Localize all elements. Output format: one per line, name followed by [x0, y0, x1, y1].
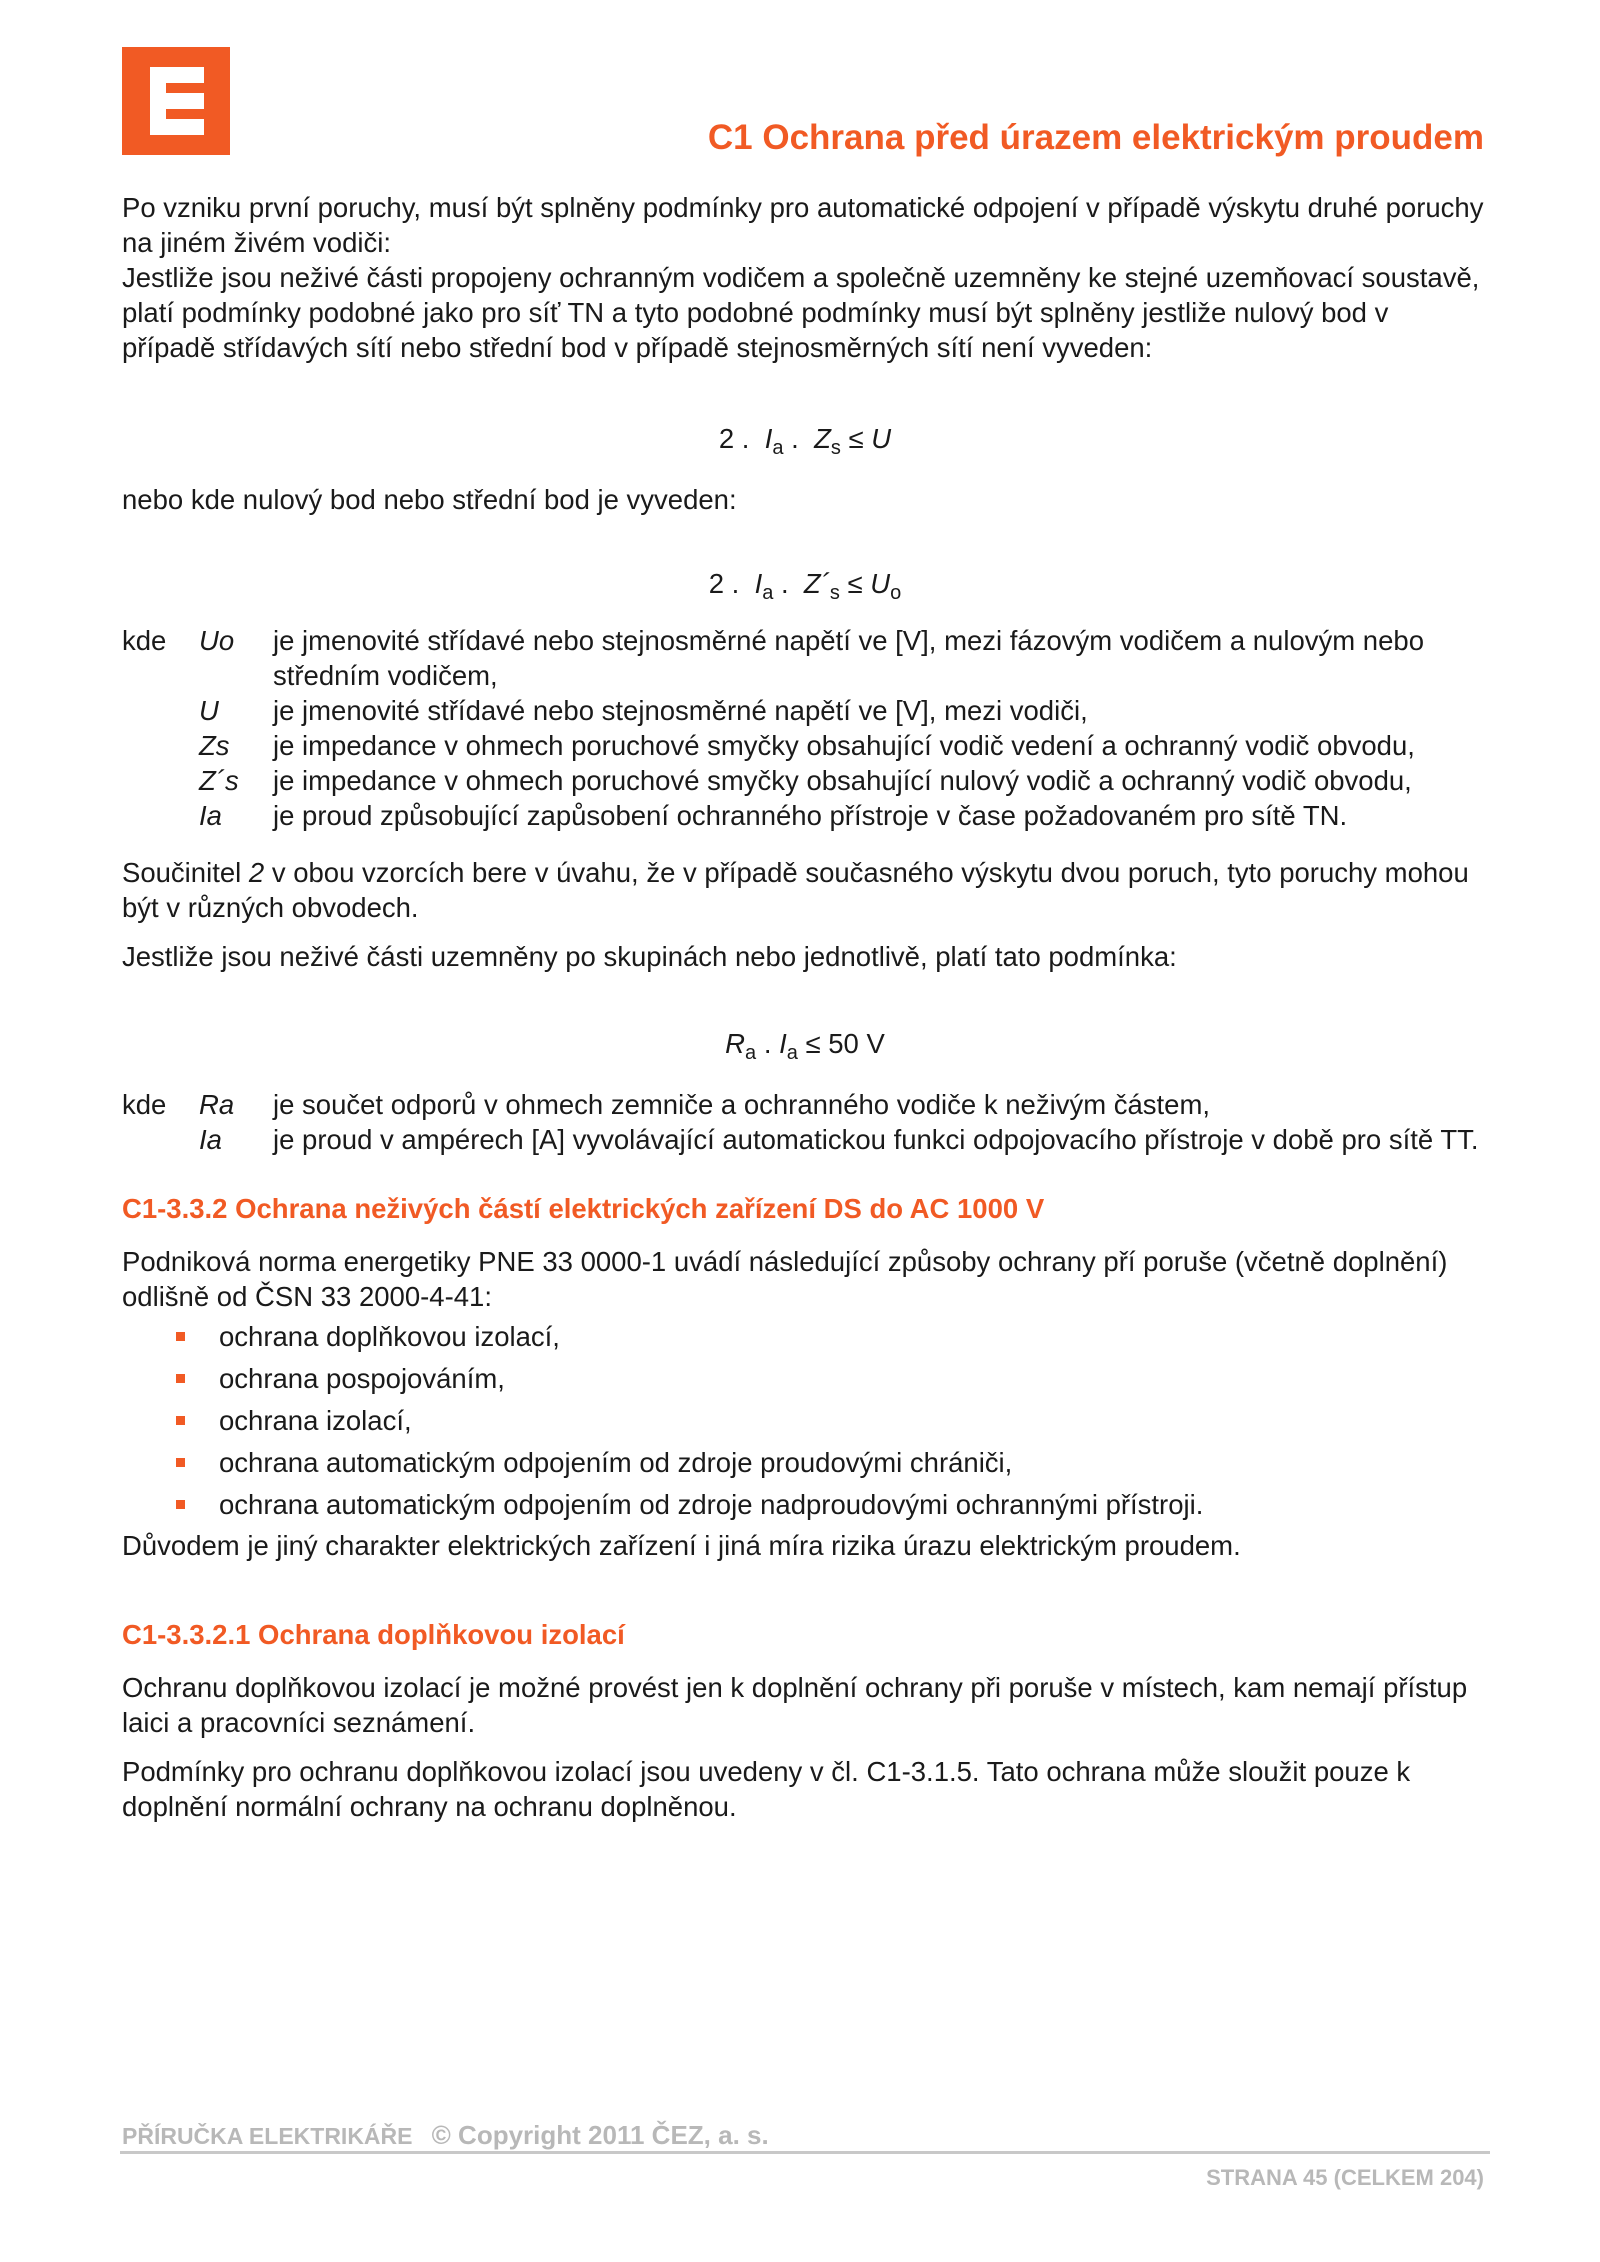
legend-text: je součet odporů v ohmech zemniče a ochranného vodiče k neživým částem,	[273, 1089, 1211, 1120]
symbol-legend	[122, 623, 1488, 833]
cez-logo-icon	[122, 47, 230, 155]
formula-value: 50 V	[828, 1028, 885, 1059]
footer-title: PŘÍRUČKA ELEKTRIKÁŘE	[122, 2123, 413, 2149]
legend-symbol: U	[199, 695, 219, 726]
paragraph: Podmínky pro ochranu doplňkovou izolací jsou uvedeny v čl. C1-3.1.5. Tato ochrana může sloužit pouze k doplnění normální ochrany na ochranu doplněnou.	[122, 1756, 1411, 1822]
formula-operator: ≤	[847, 568, 863, 599]
bullet-list	[122, 1316, 1488, 1526]
formula-subscript: a	[745, 1042, 757, 1064]
legend-text: je impedance v ohmech poruchové smyčky obsahující nulový vodič a ochranný vodič obvodu,	[273, 765, 1412, 796]
bullet-square-icon	[176, 1416, 185, 1425]
list-item	[122, 1358, 1488, 1400]
legend-symbol: Ia	[199, 800, 222, 831]
text-run: v obou vzorcích bere v úvahu, že v případě současného výskytu dvou poruch, tyto poruchy mohou být v různých obvodech.	[122, 857, 1469, 923]
paragraph: nebo kde nulový bod nebo střední bod je vyveden:	[122, 484, 737, 515]
formula-tn-unearthed	[122, 421, 1488, 466]
paragraph: Jestliže jsou neživé části propojeny ochranným vodičem a společně uzemněny ke stejné uzemňovací soustavě, platí podmínky podobné jako pro síť TN a tyto podobné podmínky musí být splněny jestliže nulový bod v případě střídavých sítí nebo střední bod v případě stejnosměrných sítí není vyveden:	[122, 262, 1480, 363]
paragraph: Důvodem je jiný charakter elektrických zařízení i jiná míra rizika úrazu elektrickým proudem.	[122, 1530, 1241, 1561]
formula-subscript: a	[786, 1042, 798, 1064]
formula-symbol: U	[870, 568, 891, 599]
list-item-text: ochrana doplňkovou izolací,	[219, 1321, 560, 1352]
list-item	[122, 1400, 1488, 1442]
formula-operator: .	[791, 423, 799, 454]
list-item	[122, 1316, 1488, 1358]
legend-kde: kde	[122, 625, 167, 656]
formula-operator: .	[781, 568, 789, 599]
list-item	[122, 1442, 1488, 1484]
page-title: C1 Ochrana před úrazem elektrickým proudem	[707, 118, 1484, 157]
formula-tt	[122, 1026, 1488, 1071]
bullet-square-icon	[176, 1458, 185, 1467]
formula-symbol: R	[725, 1028, 746, 1059]
bullet-square-icon	[176, 1332, 185, 1341]
legend-text: je impedance v ohmech poruchové smyčky obsahující vodič vedení a ochranný vodič obvodu,	[273, 730, 1415, 761]
section-heading: C1-3.3.2 Ochrana neživých částí elektrických zařízení DS do AC 1000 V	[122, 1193, 1045, 1224]
text-run: Součinitel	[122, 857, 249, 888]
list-item-text: ochrana izolací,	[219, 1405, 412, 1436]
legend-text: je proud způsobující zapůsobení ochranného přístroje v čase požadovaném pro sítě TN.	[273, 800, 1348, 831]
paragraph: Po vzniku první poruchy, musí být splněny podmínky pro automatické odpojení v případě výskytu druhé poruchy na jiném živém vodiči:	[122, 192, 1484, 258]
legend-symbol: Ia	[199, 1124, 222, 1155]
formula-factor: 2 .	[718, 423, 750, 454]
formula-subscript: s	[829, 582, 840, 604]
paragraph: Ochranu doplňkovou izolací je možné provést jen k doplnění ochrany při poruše v místech, kam nemají přístup laici a pracovníci seznámení.	[122, 1672, 1468, 1738]
legend-symbol: Ra	[199, 1089, 235, 1120]
symbol-legend	[122, 1087, 1488, 1157]
section-heading: C1-3.3.2.1 Ochrana doplňkovou izolací	[122, 1619, 625, 1650]
page-number: STRANA 45 (CELKEM 204)	[1206, 2165, 1484, 2190]
footer-divider	[120, 2151, 1490, 2154]
list-item	[122, 1484, 1488, 1526]
formula-symbol: Z	[814, 423, 831, 454]
formula-factor: 2 .	[708, 568, 740, 599]
formula-operator: ≤	[848, 423, 864, 454]
legend-symbol: Z´s	[199, 765, 239, 796]
legend-symbol: Zs	[199, 730, 230, 761]
formula-symbol: I	[779, 1028, 787, 1059]
formula-subscript: a	[772, 437, 784, 459]
legend-kde: kde	[122, 1089, 167, 1120]
formula-subscript: o	[890, 582, 902, 604]
formula-symbol: I	[764, 423, 773, 454]
formula-subscript: a	[762, 582, 774, 604]
document-body	[122, 190, 1488, 1824]
footer-publication	[122, 2120, 769, 2151]
formula-symbol: U	[871, 423, 892, 454]
formula-subscript: s	[830, 437, 841, 459]
bullet-square-icon	[176, 1500, 185, 1509]
formula-symbol: Z´	[803, 568, 830, 599]
list-item-text: ochrana automatickým odpojením od zdroje proudovými chrániči,	[219, 1447, 1013, 1478]
paragraph: Jestliže jsou neživé části uzemněny po skupinách nebo jednotlivě, platí tato podmínka:	[122, 941, 1177, 972]
paragraph	[122, 855, 1488, 925]
paragraph: Podniková norma energetiky PNE 33 0000-1 uvádí následující způsoby ochrany pří poruše (včetně doplnění) odlišně od ČSN 33 2000-4-41:	[122, 1246, 1448, 1312]
text-run: 2	[248, 857, 265, 888]
list-item-text: ochrana pospojováním,	[219, 1363, 505, 1394]
bullet-square-icon	[176, 1374, 185, 1383]
legend-text: je jmenovité střídavé nebo stejnosměrné napětí ve [V], mezi vodiči,	[273, 695, 1088, 726]
legend-text: je proud v ampérech [A] vyvolávající automatickou funkci odpojovacího přístroje v době pro sítě TT.	[273, 1124, 1479, 1155]
legend-symbol: Uo	[199, 625, 235, 656]
formula-symbol: I	[754, 568, 763, 599]
legend-text: je jmenovité střídavé nebo stejnosměrné napětí ve [V], mezi fázovým vodičem a nulovým nebo středním vodičem,	[273, 625, 1424, 691]
formula-operator: ≤	[805, 1028, 821, 1059]
list-item-text: ochrana automatickým odpojením od zdroje nadproudovými ochrannými přístroji.	[219, 1489, 1204, 1520]
formula-operator: .	[763, 1028, 772, 1059]
footer-copyright: © Copyright 2011 ČEZ, a. s.	[431, 2120, 769, 2150]
formula-tn-earthed	[122, 566, 1488, 611]
